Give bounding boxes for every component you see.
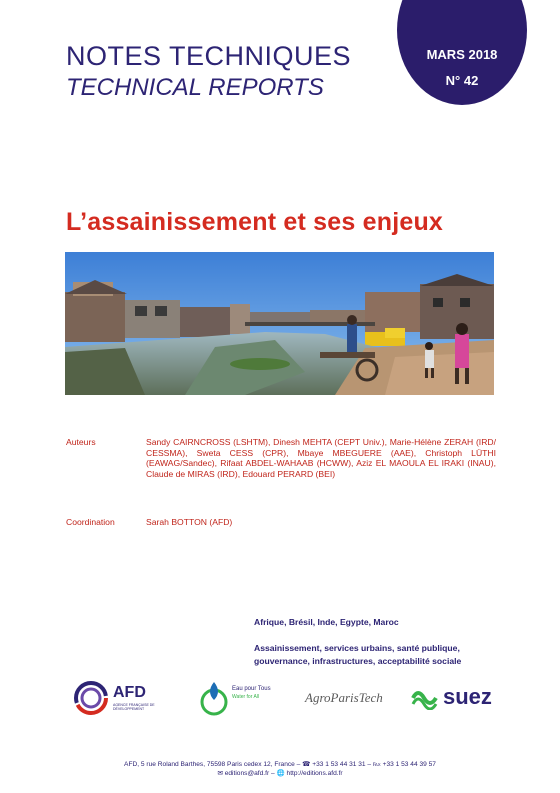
series-title-fr: NOTES TECHNIQUES: [66, 41, 352, 71]
footer-contact: ✉ editions@afd.fr – 🌐 http://editions.afd.fr: [217, 770, 343, 777]
suez-logo-text: suez: [443, 684, 492, 709]
topics-keywords: Assainissement, services urbains, santé publique, gouvernance, infrastructures, acceptabilité sociale: [254, 643, 462, 666]
afd-logo: [73, 678, 173, 720]
footer-address: AFD, 5 rue Roland Barthes, 75598 Paris cedex 12, France – ☎ +33 1 53 44 31 31 – ℻ +33 1 53 44 39 57: [124, 761, 436, 768]
series-title: [66, 40, 351, 102]
countries-keywords: Afrique, Brésil, Inde, Egypte, Maroc: [254, 617, 399, 627]
eau-logo-subtext: Water for All: [232, 694, 260, 700]
afd-logo-subtext: AGENCE FRANÇAISE DE DÉVELOPPEMENT: [113, 703, 155, 711]
coordination-label: Coordination: [66, 517, 115, 527]
coordination-name: Sarah BOTTON (AFD): [146, 517, 233, 527]
series-title-en: TECHNICAL REPORTS: [66, 74, 324, 101]
authors-list: Sandy CAIRNCROSS (LSHTM), Dinesh MEHTA (CEPT Univ.), Marie-Hélène ZERAH (IRD/ CESSMA), Sweta CESS (CPR), Mbaye MBEGUERE (AAE), Christoph LÜTHI (EAWAG/Sandec), Rifaat ABDEL-WAHAAB (HCWW), Aziz EL MAOULA EL IRAKI (INAU), Claude de MIRAS (IRD), Edouard PERARD (BEI): [146, 437, 496, 479]
issue-date: MARS 2018: [426, 47, 498, 62]
issue-number: N° 42: [445, 73, 479, 88]
suez-logo: [410, 686, 505, 714]
eau-logo-text: Eau pour Tous: [232, 686, 271, 692]
partner-logos: [0, 676, 560, 726]
eau-pour-tous-logo: [200, 680, 280, 722]
document-title: L’assainissement et ses enjeux: [66, 208, 444, 236]
agroparistech-logo: AgroParisTech: [305, 690, 383, 705]
issue-badge: [397, 0, 527, 105]
cover-photo: [65, 252, 494, 395]
authors-label: Auteurs: [66, 437, 96, 447]
afd-logo-text: AFD: [113, 684, 146, 701]
